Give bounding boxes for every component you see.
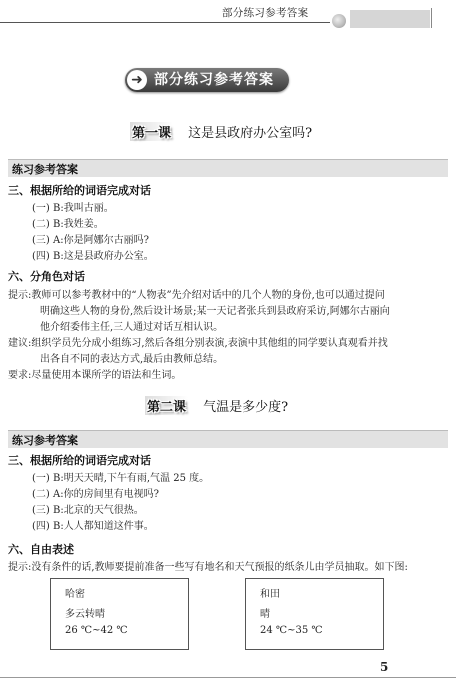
header-divider bbox=[431, 8, 432, 28]
lesson-1-part6-line: 他介绍委伟主任,三人通过对话互相认识。 bbox=[40, 322, 224, 333]
lesson-1-part6-line: 出各自不同的表达方式,最后由教师总结。 bbox=[40, 354, 224, 365]
lesson-2-title: 气温是多少度? bbox=[203, 400, 289, 415]
lesson-2-answers-bar bbox=[8, 430, 448, 448]
lesson-1-part3-item: (四) B:这是县政府办公室。 bbox=[32, 251, 154, 262]
lesson-1-part3-heading: 三、根据所给的词语完成对话 bbox=[8, 184, 151, 197]
header-bullet-icon bbox=[332, 14, 346, 28]
weather-card-place: 和田 bbox=[260, 589, 280, 600]
lesson-1-part6-line: 明确这些人物的身份,然后设计场景;某一天记者张兵到县政府采访,阿娜尔古丽向 bbox=[40, 306, 390, 317]
lesson-1-part6-line: 提示:教师可以参考教材中的“人物表”先介绍对话中的几个人物的身份,也可以通过提问 bbox=[8, 290, 385, 301]
lesson-2-part3-item: (二) A:你的房间里有电视吗? bbox=[32, 489, 159, 500]
weather-card-weather: 晴 bbox=[260, 609, 270, 620]
weather-card-temp: 26 ℃~42 ℃ bbox=[65, 625, 128, 636]
weather-card-hotan bbox=[245, 578, 384, 650]
lesson-1-part3-item: (二) B:我姓姜。 bbox=[32, 219, 104, 230]
lesson-2-part3-item: (一) B:明天天晴,下午有雨,气温 25 度。 bbox=[32, 473, 210, 484]
weather-card-place: 哈密 bbox=[65, 589, 85, 600]
page-number: 5 bbox=[380, 660, 389, 674]
lesson-1-title: 这是县政府办公室吗? bbox=[188, 126, 313, 141]
lesson-1-part6-heading: 六、分角色对话 bbox=[8, 270, 85, 283]
lesson-1-answers-bar bbox=[8, 159, 448, 177]
page-header bbox=[0, 0, 456, 30]
lesson-1-part3-item: (一) B:我叫古丽。 bbox=[32, 203, 114, 214]
weather-card-weather: 多云转晴 bbox=[65, 609, 105, 620]
header-bar bbox=[350, 10, 430, 28]
lesson-2-answers-label: 练习参考答案 bbox=[12, 434, 78, 447]
section-title: 部分练习参考答案 bbox=[154, 72, 274, 88]
lesson-2-part3-item: (三) B:北京的天气很热。 bbox=[32, 505, 144, 516]
weather-card-temp: 24 ℃~35 ℃ bbox=[260, 625, 323, 636]
lesson-1-part6-line: 建议:组织学员先分成小组练习,然后各组分别表演,表演中其他组的同学要认真观看并找 bbox=[8, 338, 388, 349]
lesson-2-badge: 第二课 bbox=[145, 396, 188, 415]
footer-rule bbox=[0, 677, 456, 678]
weather-card-hami bbox=[50, 578, 189, 650]
lesson-2-part6-heading: 六、自由表述 bbox=[8, 543, 74, 556]
lesson-2-part3-item: (四) B:人人都知道这件事。 bbox=[32, 521, 154, 532]
section-banner bbox=[125, 68, 289, 92]
header-title: 部分练习参考答案 bbox=[222, 7, 309, 19]
lesson-1-badge: 第一课 bbox=[130, 122, 173, 141]
lesson-1-answers-label: 练习参考答案 bbox=[12, 163, 78, 176]
lesson-2-part6-hint: 提示:没有条件的话,教师要提前准备一些写有地名和天气预报的纸条儿由学员抽取。如下图: bbox=[8, 562, 408, 573]
lesson-1-part3-item: (三) A:你是阿娜尔古丽吗? bbox=[32, 235, 149, 246]
lesson-1-heading bbox=[130, 122, 312, 140]
header-rule bbox=[0, 22, 330, 23]
lesson-1-part6-line: 要求:尽量使用本课所学的语法和生词。 bbox=[8, 370, 182, 381]
arrow-right-icon: ➜ bbox=[127, 70, 147, 90]
lesson-2-part3-heading: 三、根据所给的词语完成对话 bbox=[8, 454, 151, 467]
lesson-2-heading bbox=[145, 396, 288, 414]
